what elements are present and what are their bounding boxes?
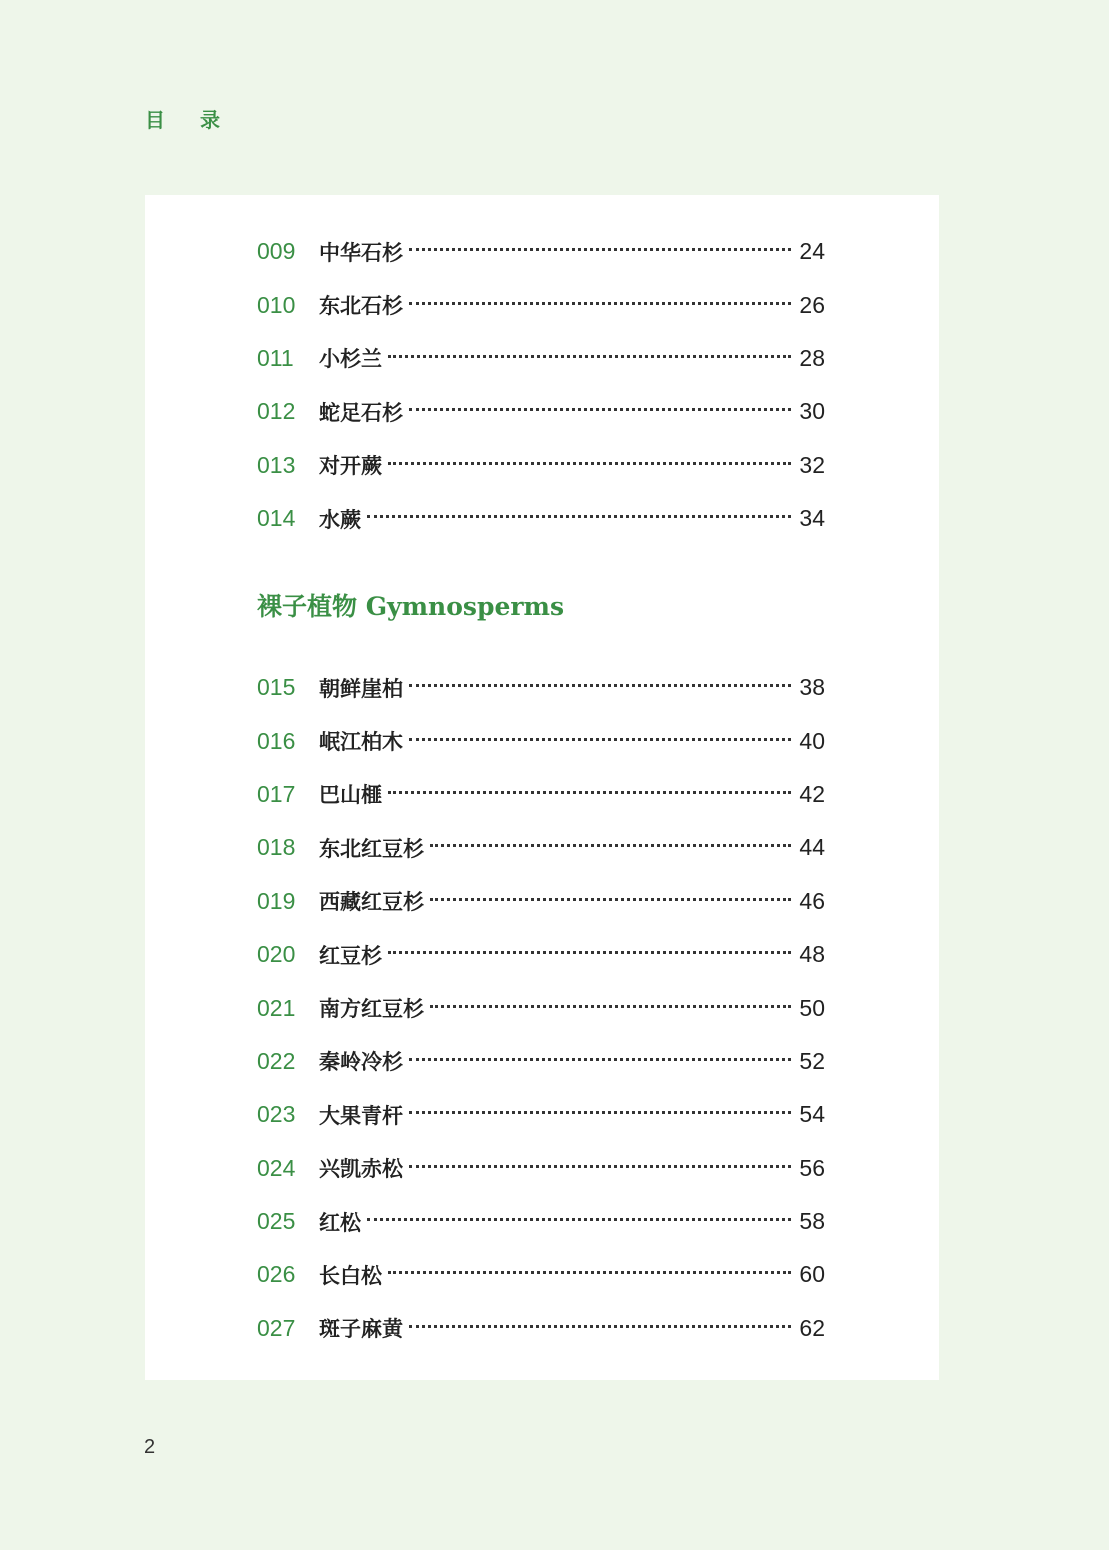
section-title-gymnosperms: 裸子植物 Gymnosperms — [257, 592, 565, 621]
entry-page: 50 — [799, 994, 825, 1021]
dot-leader — [388, 791, 791, 794]
entry-number: 025 — [257, 1208, 296, 1235]
dot-leader — [367, 515, 791, 518]
dot-leader — [430, 1005, 791, 1008]
entry-number: 022 — [257, 1047, 296, 1074]
entry-name: 水蕨 — [319, 507, 361, 532]
entry-number: 023 — [257, 1101, 296, 1128]
toc-entry[interactable] — [257, 385, 825, 438]
entry-name: 兴凯赤松 — [319, 1157, 403, 1182]
entry-page: 38 — [799, 674, 825, 701]
toc-entry[interactable] — [257, 278, 825, 331]
toc-entry[interactable] — [257, 1302, 825, 1355]
toc-entry[interactable] — [257, 439, 825, 492]
entry-page: 52 — [799, 1047, 825, 1074]
dot-leader — [409, 408, 791, 411]
toc-entry[interactable] — [257, 981, 825, 1034]
entry-page: 48 — [799, 941, 825, 968]
entry-name: 蛇足石杉 — [319, 400, 403, 425]
entry-name: 朝鲜崖柏 — [319, 676, 403, 701]
toc-panel — [145, 195, 939, 1380]
entry-number: 024 — [257, 1154, 296, 1181]
dot-leader — [409, 1325, 791, 1328]
dot-leader — [409, 1058, 791, 1061]
entry-name: 秦岭冷杉 — [319, 1050, 403, 1075]
toc-entry[interactable] — [257, 225, 825, 278]
entry-number: 018 — [257, 834, 296, 861]
entry-page: 44 — [799, 834, 825, 861]
entry-name: 红豆杉 — [319, 943, 382, 968]
toc-entry[interactable] — [257, 821, 825, 874]
toc-entry[interactable] — [257, 1035, 825, 1088]
entry-number: 016 — [257, 727, 296, 754]
entry-name: 小杉兰 — [319, 347, 382, 372]
entry-number: 020 — [257, 941, 296, 968]
dot-leader — [430, 898, 791, 901]
entry-number: 027 — [257, 1314, 296, 1341]
entry-name: 红松 — [319, 1210, 361, 1235]
dot-leader — [409, 738, 791, 741]
entry-name: 南方红豆杉 — [319, 997, 424, 1022]
entry-number: 021 — [257, 994, 296, 1021]
entry-page: 58 — [799, 1208, 825, 1235]
entry-page: 24 — [799, 238, 825, 265]
entry-name: 东北石杉 — [319, 294, 403, 319]
toc-entry[interactable] — [257, 1088, 825, 1141]
dot-leader — [409, 302, 791, 305]
entry-number: 010 — [257, 291, 296, 318]
entry-number: 013 — [257, 451, 296, 478]
entry-page: 60 — [799, 1261, 825, 1288]
entry-number: 014 — [257, 505, 296, 532]
entry-number: 019 — [257, 887, 296, 914]
toc-group-pteridophytes — [257, 225, 825, 545]
toc-entry[interactable] — [257, 1248, 825, 1301]
dot-leader — [409, 1165, 791, 1168]
dot-leader — [388, 951, 791, 954]
entry-name: 东北红豆杉 — [319, 836, 424, 861]
entry-number: 009 — [257, 238, 296, 265]
toc-entry[interactable] — [257, 1195, 825, 1248]
entry-page: 56 — [799, 1154, 825, 1181]
dot-leader — [409, 684, 791, 687]
entry-page: 42 — [799, 780, 825, 807]
entry-name: 对开蕨 — [319, 454, 382, 479]
entry-name: 大果青杆 — [319, 1103, 403, 1128]
entry-page: 46 — [799, 887, 825, 914]
entry-page: 32 — [799, 451, 825, 478]
entry-number: 026 — [257, 1261, 296, 1288]
toc-header-title: 目 录 — [145, 108, 234, 132]
dot-leader — [409, 1111, 791, 1114]
dot-leader — [409, 248, 791, 251]
entry-page: 26 — [799, 291, 825, 318]
toc-group-gymnosperms — [257, 661, 825, 1355]
entry-page: 54 — [799, 1101, 825, 1128]
toc-entry[interactable] — [257, 714, 825, 767]
footer-page-number: 2 — [144, 1436, 156, 1458]
dot-leader — [367, 1218, 791, 1221]
entry-number: 012 — [257, 398, 296, 425]
entry-name: 长白松 — [319, 1263, 382, 1288]
entry-name: 斑子麻黄 — [319, 1317, 403, 1342]
entry-page: 34 — [799, 505, 825, 532]
toc-entry[interactable] — [257, 661, 825, 714]
entry-page: 40 — [799, 727, 825, 754]
dot-leader — [388, 1271, 791, 1274]
entry-number: 011 — [257, 344, 294, 371]
toc-entry[interactable] — [257, 768, 825, 821]
entry-name: 巴山榧 — [319, 783, 382, 808]
dot-leader — [388, 462, 791, 465]
entry-page: 62 — [799, 1314, 825, 1341]
entry-number: 015 — [257, 674, 296, 701]
entry-number: 017 — [257, 780, 296, 807]
entry-name: 西藏红豆杉 — [319, 890, 424, 915]
entry-page: 30 — [799, 398, 825, 425]
dot-leader — [388, 355, 791, 358]
entry-name: 中华石杉 — [319, 240, 403, 265]
entry-page: 28 — [799, 344, 825, 371]
toc-entry[interactable] — [257, 1142, 825, 1195]
toc-entry[interactable] — [257, 875, 825, 928]
entry-name: 岷江柏木 — [319, 730, 403, 755]
toc-entry[interactable] — [257, 332, 825, 385]
toc-entry[interactable] — [257, 928, 825, 981]
toc-entry[interactable] — [257, 492, 825, 545]
dot-leader — [430, 844, 791, 847]
